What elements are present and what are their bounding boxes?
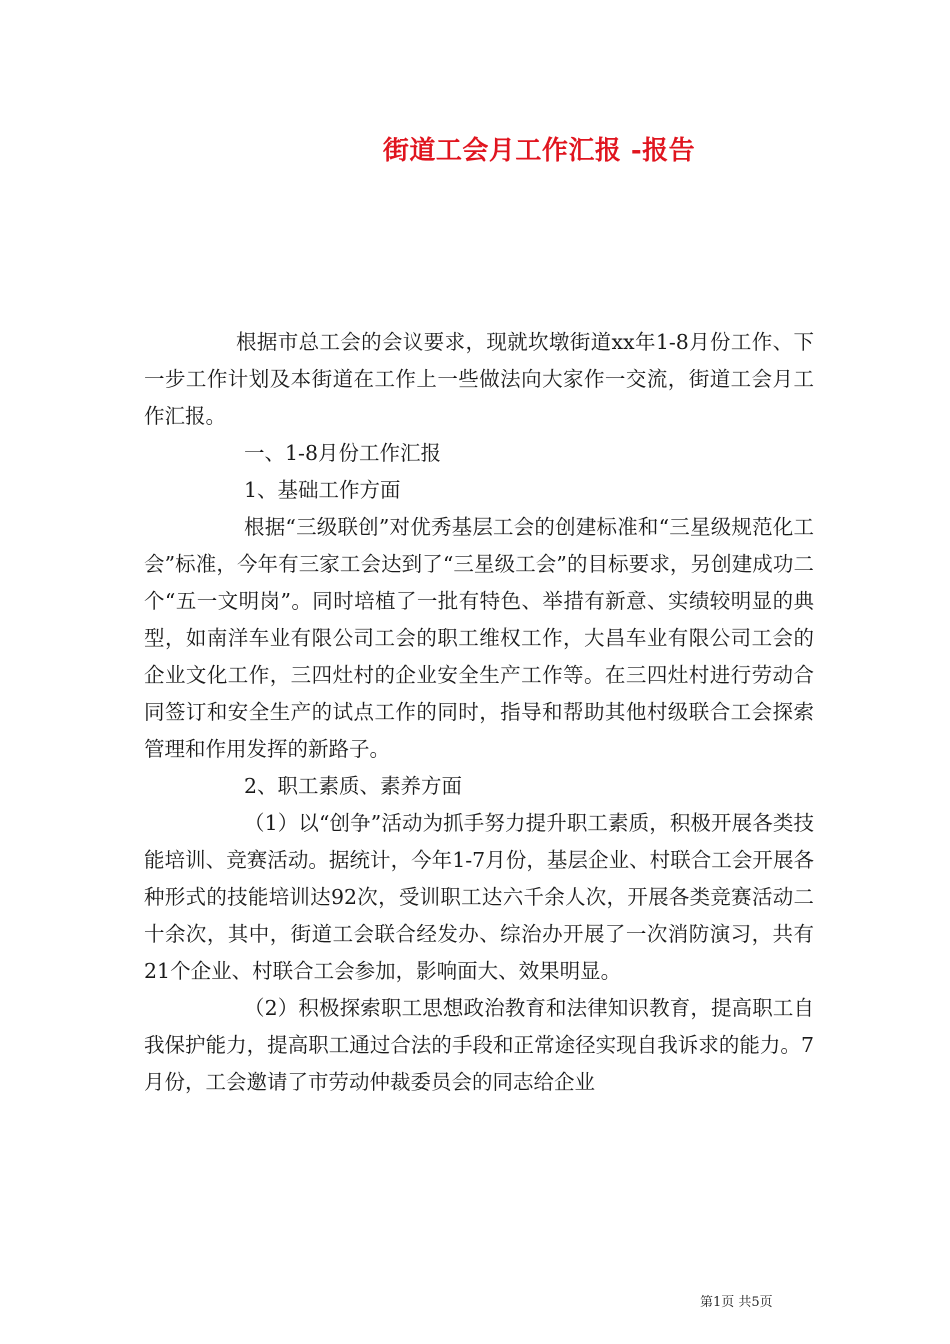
page-number: 第1页 共5页 — [700, 1295, 773, 1310]
subsection-heading-quality: 2、职工素质、素养方面 — [244, 774, 463, 798]
section-heading: 一、1-8月份工作汇报 — [244, 441, 442, 465]
paragraph-basic-work: 根据“三级联创”对优秀基层工会的创建标准和“三星级规范化工会”标准，今年有三家工会达到了“三星级工会”的目标要求，另创建成功二个“五一文明岗”。同时培植了一批有特色、举措有新意、实绩较明显的典型，如南洋车业有限公司工会的职工维权工作，大昌车业有限公司工会的企业文化工作，三四灶村的企业安全生产工作等。在三四灶村进行劳动合同签订和安全生产的试点工作的同时，指导和帮助其他村级联合工会探索管理和作用发挥的新路子。 — [144, 515, 814, 761]
paragraph-legal-education: （2）积极探索职工思想政治教育和法律知识教育，提高职工自我保护能力，提高职工通过合法的手段和正常途径实现自我诉求的能力。7月份，工会邀请了市劳动仲裁委员会的同志给企业 — [144, 996, 814, 1094]
paragraph-skills-training: （1）以“创争”活动为抓手努力提升职工素质，积极开展各类技能培训、竞赛活动。据统计，今年1-7月份，基层企业、村联合工会开展各种形式的技能培训达92次，受训职工达六千余人次，开展各类竞赛活动二十余次，其中，街道工会联合经发办、综治办开展了一次消防演习，共有21个企业、村联合工会参加，影响面大、效果明显。 — [144, 811, 814, 983]
subsection-heading-basic-work: 1、基础工作方面 — [244, 478, 401, 502]
page-title: 街道工会月工作汇报 -报告 — [382, 136, 696, 166]
document-body — [144, 324, 814, 1101]
paragraph-intro: 根据市总工会的会议要求，现就坎墩街道xx年1-8月份工作、下一步工作计划及本街道在工作上一些做法向大家作一交流，街道工会月工作汇报。 — [144, 330, 814, 428]
